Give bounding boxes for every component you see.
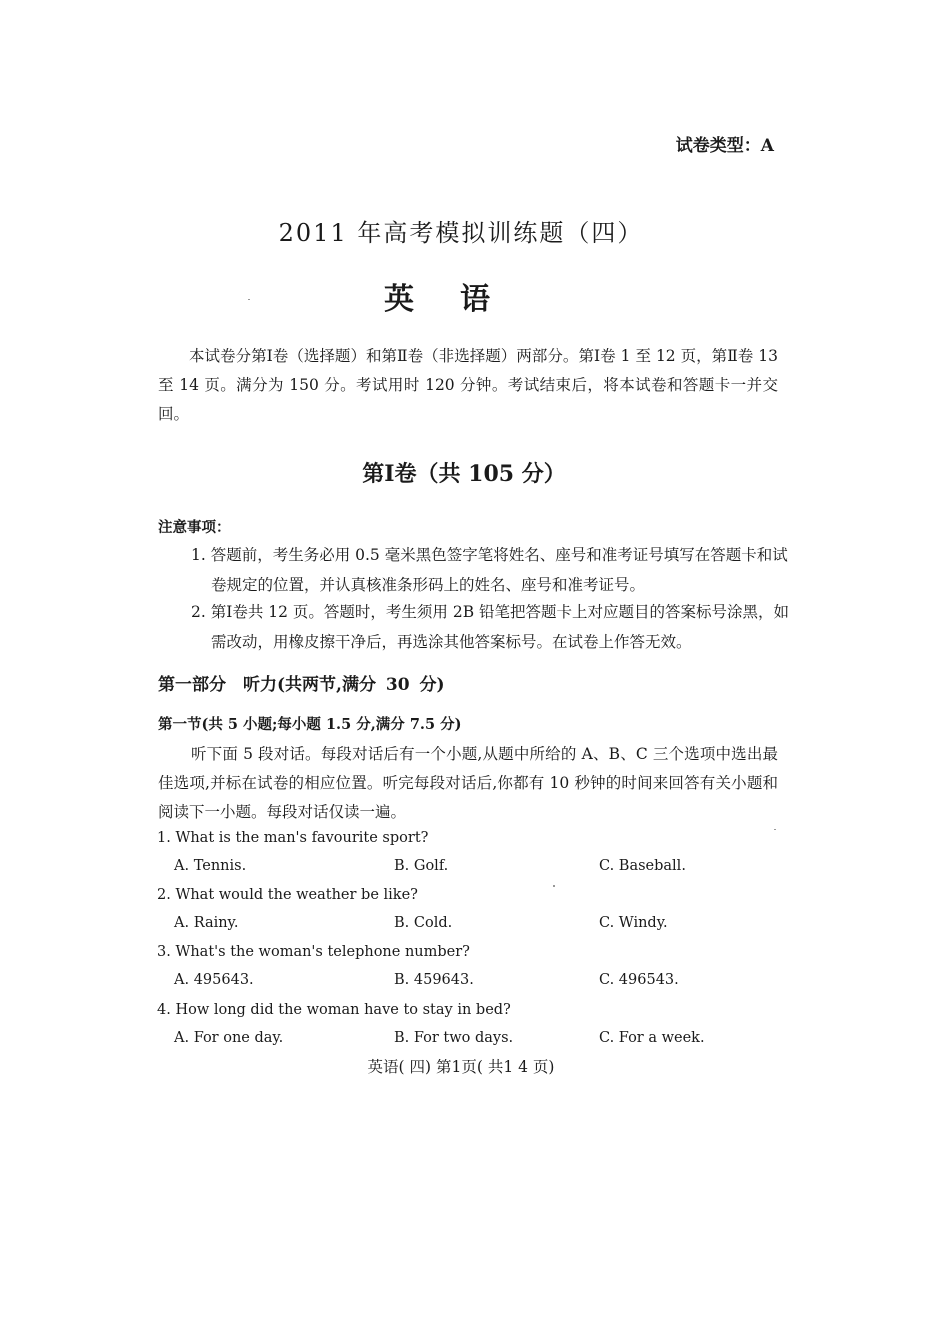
question-stem: 3. What's the woman's telephone number?: [157, 944, 470, 960]
section-heading: 第一节(共 5 小题;每小题 1.5 分,满分 7.5 分): [158, 716, 462, 733]
option-a: A. For one day.: [174, 1030, 284, 1046]
note-item: 2. 第Ⅰ卷共 12 页。答题时，考生须用 2B 铅笔把答题卡上对应题目的答案标号涂黑，如需改动，用橡皮擦干净后，再选涂其他答案标号。在试卷上作答无效。: [191, 603, 790, 651]
option-c: C. For a week.: [599, 1030, 705, 1046]
option-a: A. Rainy.: [174, 915, 239, 931]
scan-speck: [774, 829, 776, 830]
question-stem: 2. What would the weather be like?: [157, 887, 418, 903]
intro-paragraph: 本试卷分第Ⅰ卷（选择题）和第Ⅱ卷（非选择题）两部分。第Ⅰ卷 1 至 12 页，第Ⅱ卷 13 至 14 页。满分为 150 分。考试用时 120 分钟。考试结束后，将本试卷和答题卡一并交回。: [158, 347, 778, 423]
part-heading: 第一部分 听力(共两节,满分 30 分): [158, 675, 445, 695]
option-b: B. Cold.: [394, 915, 453, 931]
question-stem: 4. How long did the woman have to stay in bed?: [157, 1002, 511, 1018]
subject-title: 英语: [384, 282, 536, 317]
option-a: A. Tennis.: [174, 858, 247, 874]
exam-title: 2011 年高考模拟训练题（四）: [278, 219, 644, 247]
option-c: C. Baseball.: [599, 858, 686, 874]
scan-speck: [248, 299, 250, 300]
option-c: C. Windy.: [599, 915, 668, 931]
option-c: C. 496543.: [599, 972, 679, 988]
question-stem: 1. What is the man's favourite sport?: [157, 830, 429, 846]
notes-heading: 注意事项：: [158, 519, 231, 536]
note-item: 1. 答题前，考生务必用 0.5 毫米黑色签字笔将姓名、座号和准考证号填写在答题卡和试卷规定的位置，并认真核准条形码上的姓名、座号和准考证号。: [191, 546, 788, 594]
option-a: A. 495643.: [174, 972, 254, 988]
scan-speck: [553, 885, 555, 887]
section-instructions: 听下面 5 段对话。每段对话后有一个小题,从题中所给的 A、B、C 三个选项中选出最佳选项,并标在试卷的相应位置。听完每段对话后,你都有 10 秒钟的时间来回答有关小题和阅读下一小题。每段对话仅读一遍。: [158, 745, 778, 821]
option-b: B. For two days.: [394, 1030, 514, 1046]
option-b: B. 459643.: [394, 972, 474, 988]
paper-type-label: 试卷类型：A: [675, 136, 774, 156]
option-b: B. Golf.: [394, 858, 449, 874]
volume-title: 第Ⅰ卷（共 105 分）: [362, 461, 566, 487]
page-footer: 英语( 四) 第1页( 共1 4 页): [367, 1058, 555, 1076]
